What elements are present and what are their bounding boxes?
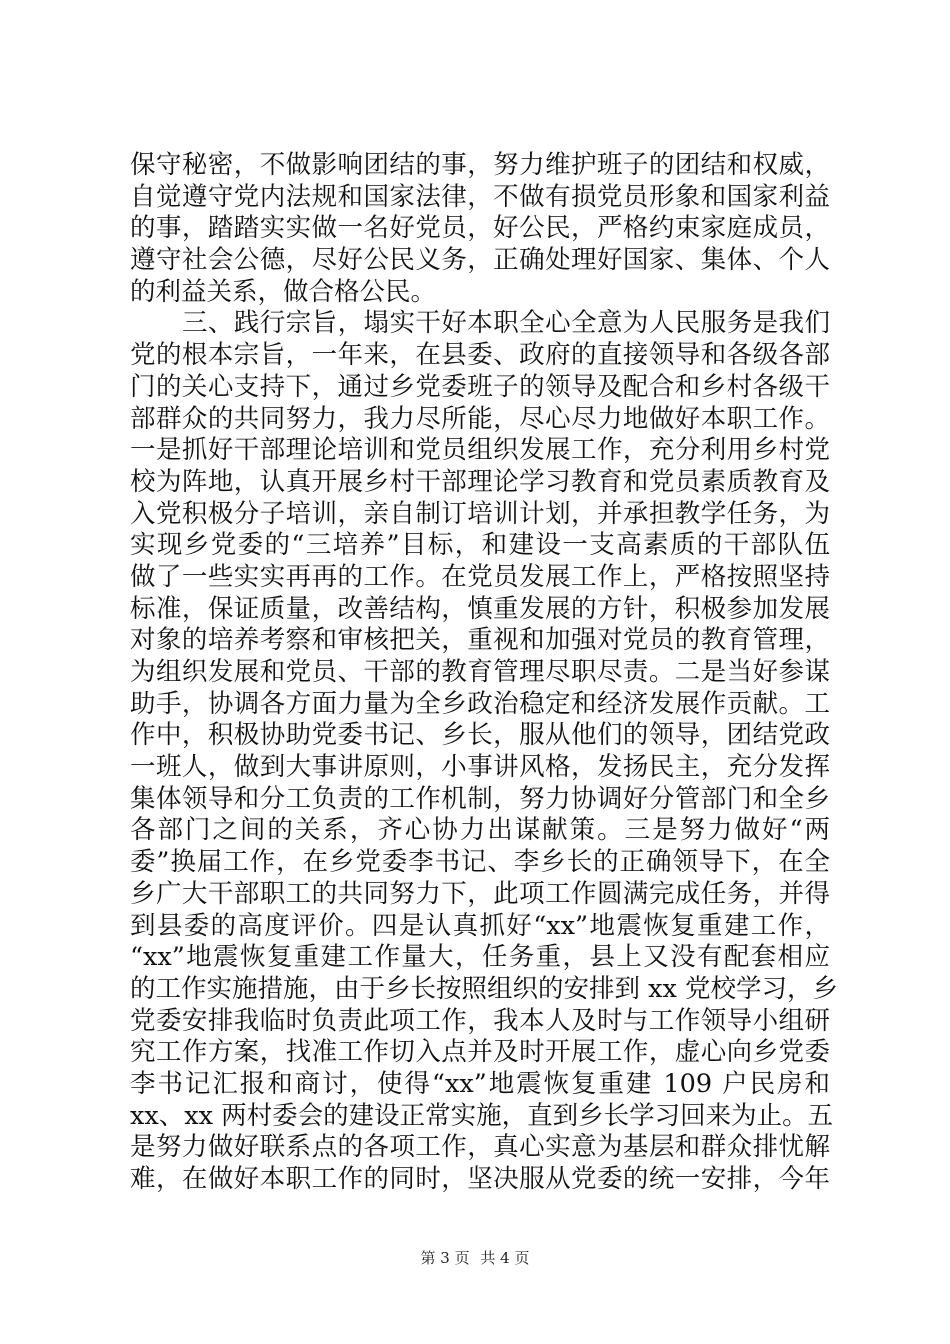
text-line: 各部门之间的关系，齐心协力出谋献策。三是努力做好“两 xyxy=(130,815,830,846)
text-line: 一班人，做到大事讲原则，小事讲风格，发扬民主，充分发挥 xyxy=(130,752,830,783)
text-line: 乡广大干部职工的共同努力下，此项工作圆满完成任务，并得 xyxy=(130,878,830,909)
text-line: 实现乡党委的“三培养”目标，和建设一支高素质的干部队伍 xyxy=(130,530,830,561)
text-line: 的工作实施措施，由于乡长按照组织的安排到 xx 党校学习，乡 xyxy=(130,973,838,1004)
text-line: 集体领导和分工负责的工作机制，努力协调好分管部门和全乡 xyxy=(130,783,830,814)
text-line: 难，在做好本职工作的同时，坚决服从党委的统一安排，今年 xyxy=(130,1164,830,1194)
text-line: 做了一些实实再再的工作。在党员发展工作上，严格按照坚持 xyxy=(130,561,830,592)
text-line: “xx”地震恢复重建工作量大，任务重，县上又没有配套相应 xyxy=(130,942,830,973)
text-line: 党的根本宗旨，一年来，在县委、政府的直接领导和各级各部 xyxy=(130,340,830,371)
text-line: 作中，积极协助党委书记、乡长，服从他们的领导，团结党政 xyxy=(130,720,830,751)
text-line: 自觉遵守党内法规和国家法律，不做有损党员形象和国家利益 xyxy=(130,181,830,212)
text-line: 保守秘密，不做影响团结的事，努力维护班子的团结和权威， xyxy=(130,150,830,180)
page-footer xyxy=(0,1248,950,1268)
text-line: 遵守社会公德，尽好公民义务，正确处理好国家、集体、个人 xyxy=(130,245,830,276)
text-line: 李书记汇报和商讨，使得“xx”地震恢复重建 109 户民房和 xyxy=(130,1068,830,1099)
page-number-current: 第 3 页 xyxy=(420,1249,470,1267)
text-line: 究工作方案，找准工作切入点并及时开展工作，虚心向乡党委 xyxy=(130,1037,830,1068)
text-line: 入党积极分子培训，亲自制订培训计划，并承担教学任务，为 xyxy=(130,498,830,529)
paragraph-start-line: 三、践行宗旨，塌实干好本职全心全意为人民服务是我们 xyxy=(182,308,830,339)
text-line: 是努力做好联系点的各项工作，真心实意为基层和群众排忧解 xyxy=(130,1132,830,1163)
text-line: 标准，保证质量，改善结构，慎重发展的方针，积极参加发展 xyxy=(130,593,830,624)
text-line: 部群众的共同努力，我力尽所能，尽心尽力地做好本职工作。 xyxy=(130,403,830,434)
text-line: 为组织发展和党员、干部的教育管理尽职尽责。二是当好参谋 xyxy=(130,657,830,687)
text-line: 对象的培养考察和审核把关，重视和加强对党员的教育管理， xyxy=(130,625,830,656)
page-number-total: 共 4 页 xyxy=(480,1249,530,1267)
text-line: 一是抓好干部理论培训和党员组织发展工作，充分利用乡村党 xyxy=(130,435,830,466)
text-line: 委”换届工作，在乡党委李书记、李乡长的正确领导下，在全 xyxy=(130,847,830,878)
text-line: xx、xx 两村委会的建设正常实施，直到乡长学习回来为止。五 xyxy=(130,1100,834,1131)
text-line: 助手，协调各方面力量为全乡政治稳定和经济发展作贡献。工 xyxy=(130,688,830,719)
text-line: 校为阵地，认真开展乡村干部理论学习教育和党员素质教育及 xyxy=(130,466,830,497)
text-line: 党委安排我临时负责此项工作，我本人及时与工作领导小组研 xyxy=(130,1005,830,1036)
text-line: 的利益关系，做合格公民。 xyxy=(130,276,437,307)
text-line: 到县委的高度评价。四是认真抓好“xx”地震恢复重建工作， xyxy=(130,910,830,941)
text-line: 门的关心支持下，通过乡党委班子的领导及配合和乡村各级干 xyxy=(130,371,830,402)
body-text xyxy=(130,150,838,1196)
text-line: 的事，踏踏实实做一名好党员，好公民，严格约束家庭成员， xyxy=(130,213,830,244)
